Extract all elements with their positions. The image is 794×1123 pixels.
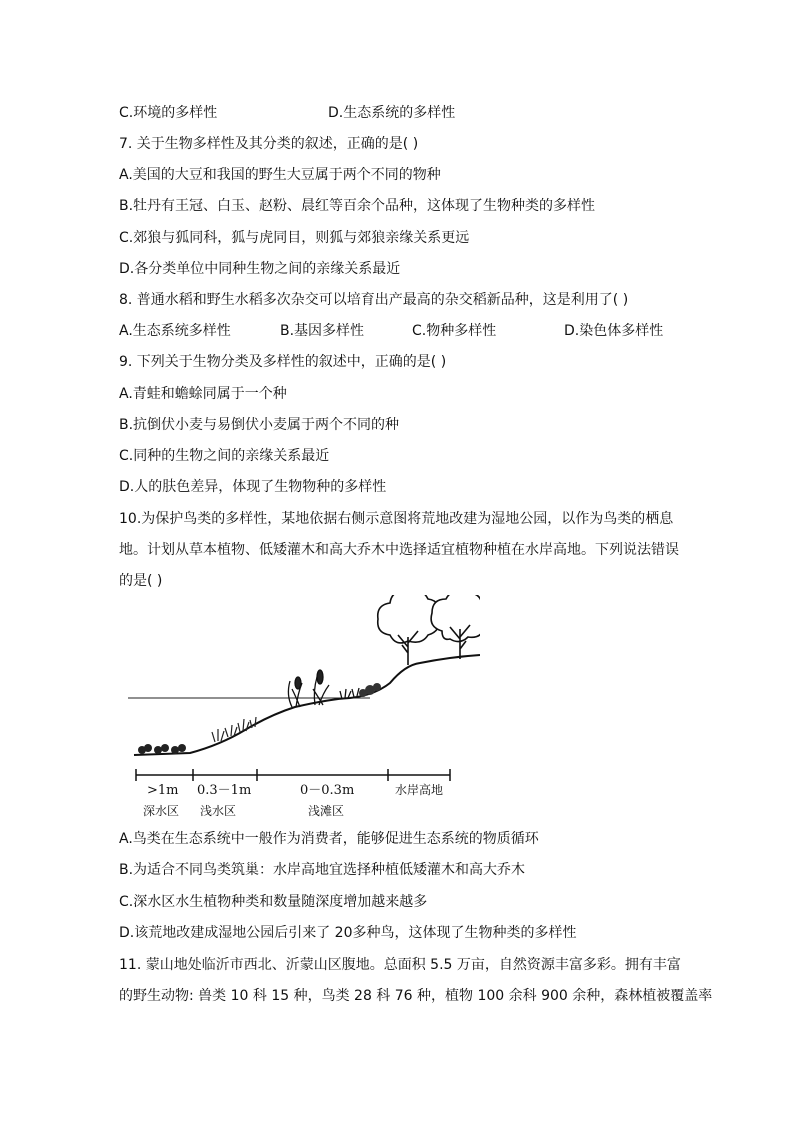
wetland-figure — [120, 595, 480, 830]
shrub-icon — [359, 683, 381, 697]
q9-stem: 9. 下列关于生物分类及多样性的叙述中，正确的是( ) — [119, 354, 447, 370]
q8-option-c: C.物种多样性 — [412, 323, 497, 339]
q10-option-c: C.深水区水生植物种类和数量随深度增加越来越多 — [119, 894, 428, 910]
zone-label-shoal: 浅滩区 — [308, 804, 345, 818]
q8-option-d: D.染色体多样性 — [564, 323, 664, 339]
q6-option-c: C.环境的多样性 — [119, 105, 218, 121]
zone-label-shallow: 浅水区 — [200, 804, 237, 818]
tree-icon — [378, 595, 439, 665]
q7-option-d: D.各分类单位中同种生物之间的亲缘关系最近 — [119, 261, 401, 277]
q8-stem: 8. 普通水稻和野生水稻多次杂交可以培育出产最高的杂交稻新品种，这是利用了( ) — [119, 292, 629, 308]
depth-label-2: 0.3－1m — [197, 783, 252, 798]
q8-option-b: B.基因多样性 — [280, 323, 365, 339]
wetland-diagram — [120, 595, 480, 830]
q7-stem: 7. 关于生物多样性及其分类的叙述，正确的是( ) — [119, 136, 419, 152]
ground-profile — [134, 655, 480, 755]
q7-option-b: B.牡丹有王冠、白玉、赵粉、晨红等百余个品种，这体现了生物种类的多样性 — [119, 198, 596, 214]
shallow-water-grass-icon — [212, 717, 256, 742]
q10-stem-line-1: 10.为保护鸟类的多样性，某地依据右侧示意图将荒地改建为湿地公园，以作为鸟类的栖息 — [119, 511, 674, 527]
q10-stem-line-2: 地。计划从草本植物、低矮灌木和高大乔木中选择适宜植物种植在水岸高地。下列说法错误 — [119, 542, 679, 558]
zone-label-deep: 深水区 — [143, 804, 180, 818]
tree-icon — [431, 595, 480, 659]
q9-option-c: C.同种的生物之间的亲缘关系最近 — [119, 448, 330, 464]
depth-label-3: 0－0.3m — [300, 783, 355, 798]
q10-option-b: B.为适合不同鸟类筑巢：水岸高地宜选择种植低矮灌木和高大乔木 — [119, 862, 526, 878]
q9-option-d: D.人的肤色差异，体现了生物物种的多样性 — [119, 479, 387, 495]
q6-option-d: D.生态系统的多样性 — [328, 105, 456, 121]
q11-line-1: 11. 蒙山地处临沂市西北、沂蒙山区腹地。总面积 5.5 万亩，自然资源丰富多彩。拥有丰富 — [119, 957, 681, 973]
q10-option-a: A.鸟类在生态系统中一般作为消费者，能够促进生态系统的物质循环 — [119, 831, 539, 847]
q10-option-d: D.该荒地改建成湿地公园后引来了 20多种鸟，这体现了生物种类的多样性 — [119, 925, 577, 941]
q9-option-a: A.青蛙和蟾蜍同属于一个种 — [119, 386, 287, 402]
depth-label-1: >1m — [147, 783, 179, 798]
q10-stem-line-3: 的是( ) — [119, 573, 163, 589]
q7-option-a: A.美国的大豆和我国的野生大豆属于两个不同的物种 — [119, 167, 441, 183]
q7-option-c: C.郊狼与狐同科，狐与虎同目，则狐与郊狼亲缘关系更远 — [119, 230, 470, 246]
q9-option-b: B.抗倒伏小麦与易倒伏小麦属于两个不同的种 — [119, 417, 400, 433]
zone-label-highland: 水岸高地 — [395, 783, 444, 797]
q8-option-a: A.生态系统多样性 — [119, 323, 231, 339]
q11-line-2: 的野生动物: 兽类 10 科 15 种，鸟类 28 科 76 种，植物 100 余科 900 余种，森林植被覆盖率 — [119, 988, 713, 1004]
